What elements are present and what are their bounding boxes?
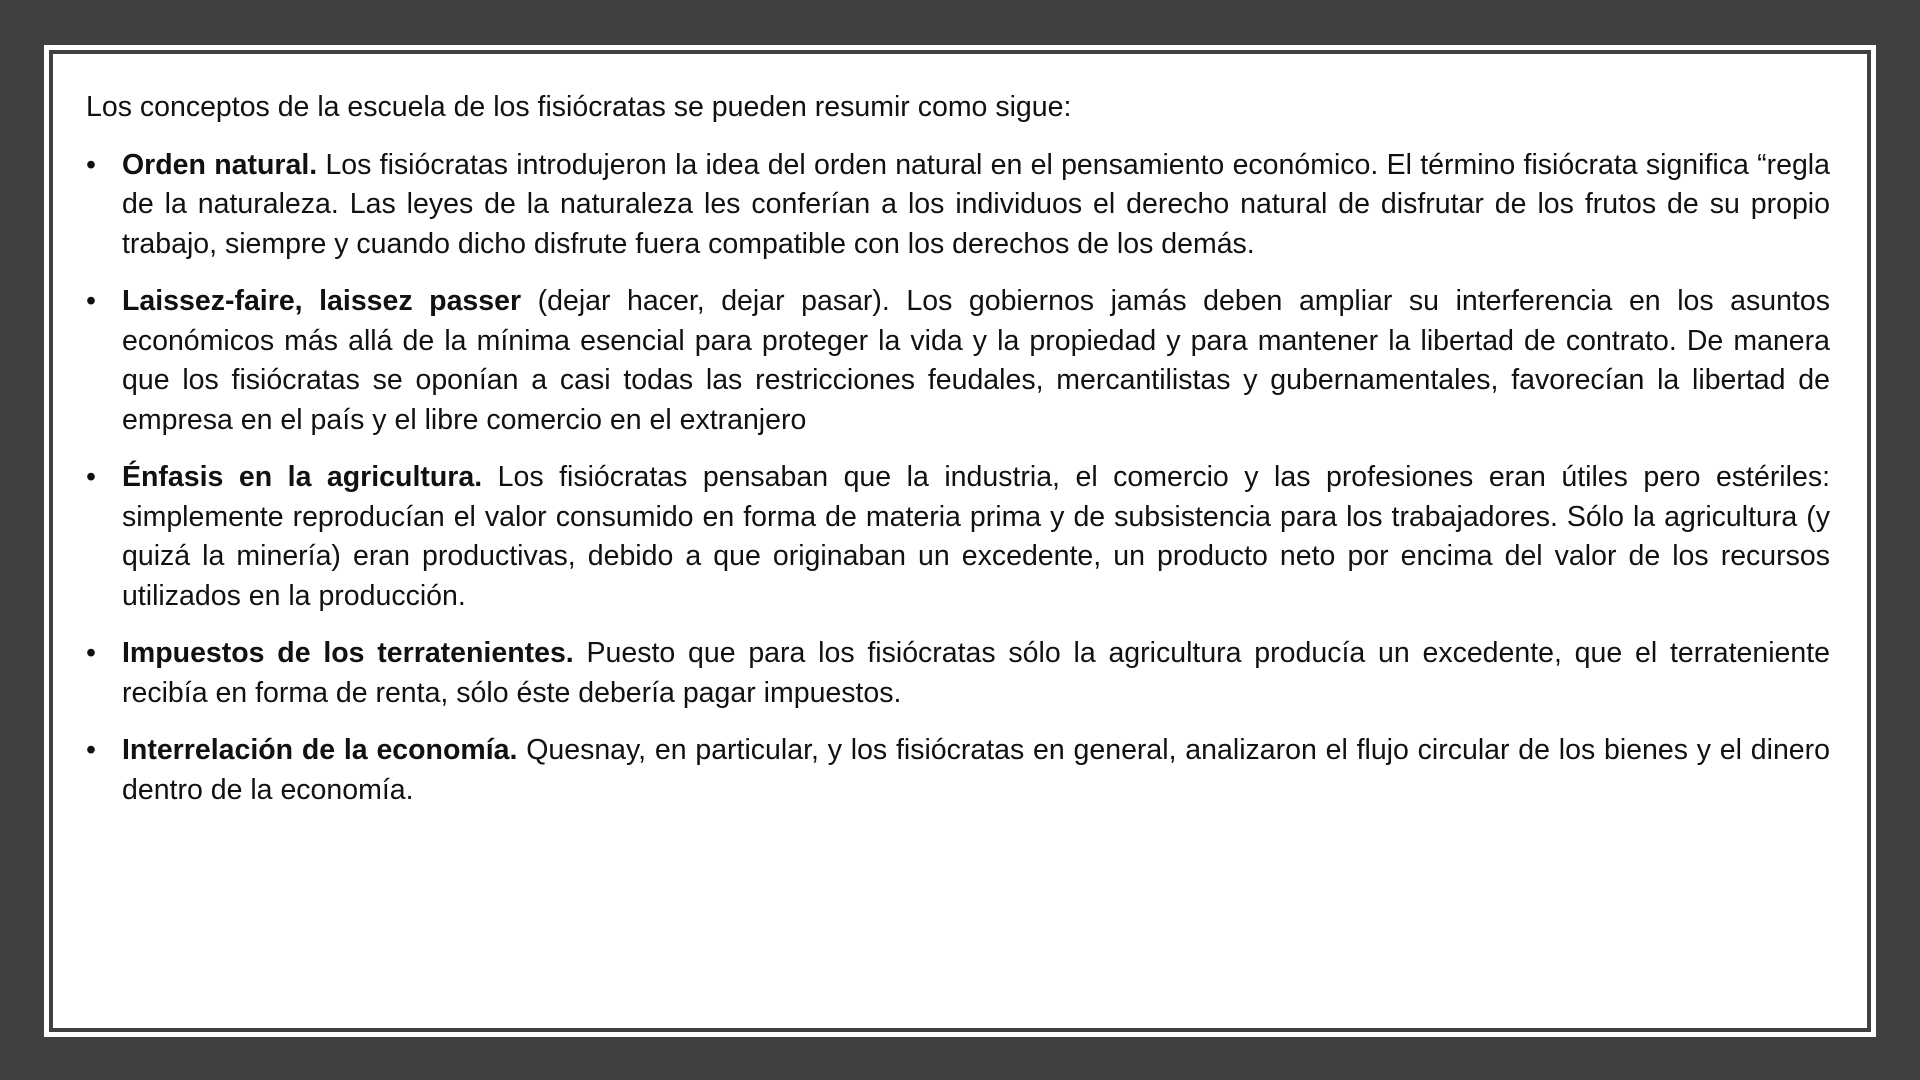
bullet-icon: • (86, 285, 96, 317)
item-text: Quesnay, en particular, y los fisiócratas en general, analizaron el flujo circular de los bienes y el dinero dentro de la economía. (122, 734, 1830, 806)
intro-text: Los conceptos de la escuela de los fisiócratas se pueden resumir como sigue: (86, 91, 1072, 123)
item-text: (dejar hacer, dejar pasar). Los gobiernos jamás deben ampliar su interferencia en los asuntos económicos más allá de la mínima esencial para proteger la vida y la propiedad y para mantener la libertad de contrato. De manera que los fisiócratas se oponían a casi todas las restricciones feudales, mercantilistas y gubernamentales, favorecían la libertad de empresa en el país y el libre comercio en el extranjero (122, 285, 1830, 436)
bullet-icon: • (86, 461, 96, 493)
item-term: Impuestos de los terratenientes. (122, 637, 574, 669)
list-item (86, 634, 1830, 713)
item-term: Interrelación de la economía. (122, 734, 518, 766)
slide-content (86, 88, 1830, 828)
list-item (86, 731, 1830, 810)
item-term: Énfasis en la agricultura. (122, 461, 483, 493)
list-item (86, 282, 1830, 440)
item-text: Puesto que para los fisiócratas sólo la agricultura producía un excedente, que el terrateniente recibía en forma de renta, sólo éste debería pagar impuestos. (122, 637, 1830, 709)
item-term: Laissez-faire, laissez passer (122, 285, 522, 317)
list-item (86, 458, 1830, 616)
item-term: Orden natural. (122, 148, 318, 181)
list-item (86, 146, 1830, 265)
item-text: Los fisiócratas pensaban que la industria, el comercio y las profesiones eran útiles pero estériles: simplemente reproducían el valor consumido en forma de materia prima y de subsistencia para los trabajadores. Sólo la agricultura (y quizá la minería) eran productivas, debido a que originaban un excedente, un producto neto por encima del valor de los recursos utilizados en la producción. (122, 461, 1830, 612)
item-text: Los fisiócratas introdujeron la idea del orden natural en el pensamiento económico. El término fisiócrata significa “regla de la naturaleza. Las leyes de la naturaleza les conferían a los individuos el derecho natural de disfrutar de los frutos de su propio trabajo, siempre y cuando dicho disfrute fuera compatible con los derechos de los demás. (122, 148, 1830, 260)
bullet-icon: • (86, 148, 96, 181)
bullet-list (86, 146, 1830, 811)
bullet-icon: • (86, 734, 96, 766)
bullet-icon: • (86, 637, 96, 669)
